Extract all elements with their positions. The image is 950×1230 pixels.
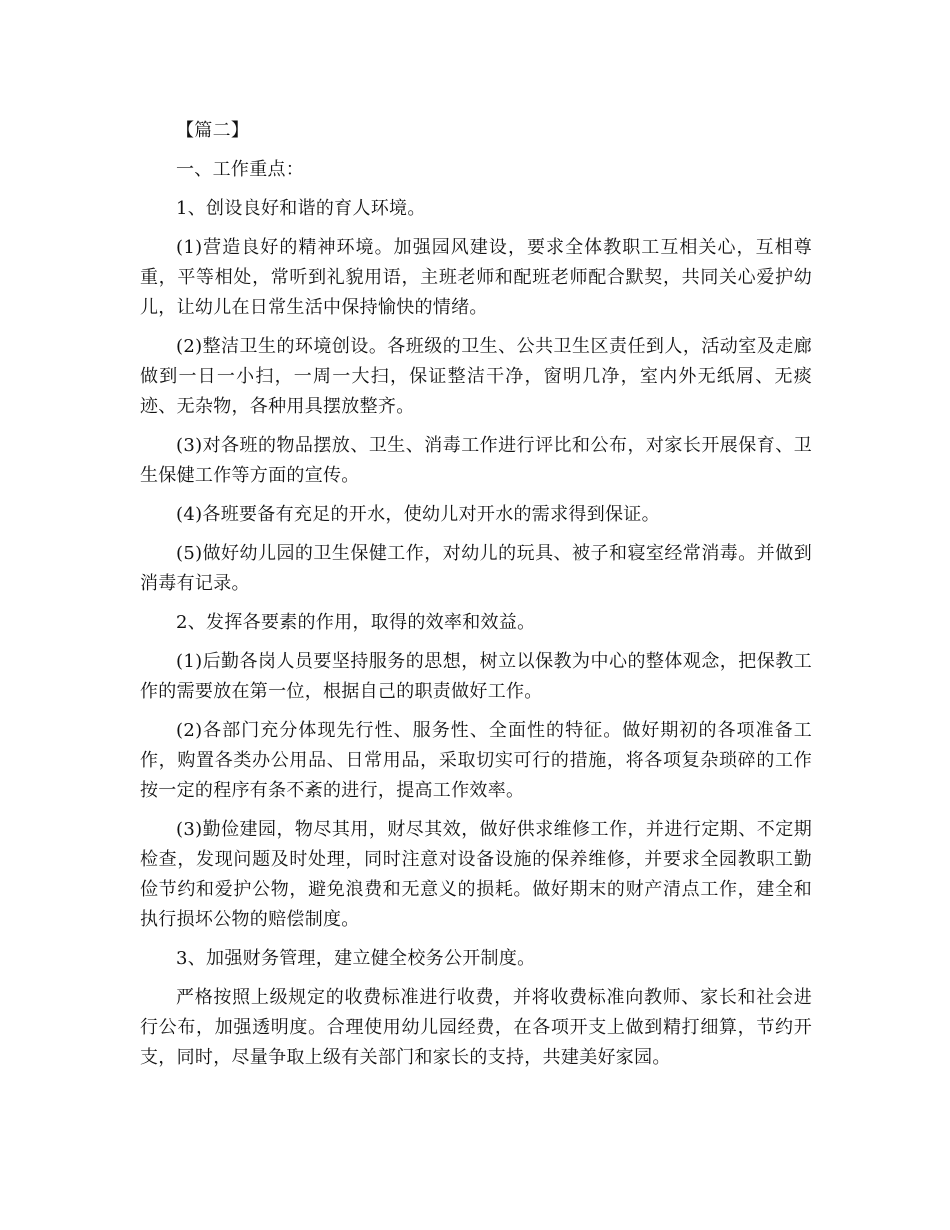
paragraph-3-1: 严格按照上级规定的收费标准进行收费，并将收费标准向教师、家长和社会进行公布，加强透明度。合理使用幼儿园经费，在各项开支上做到精打细算，节约开支，同时，尽量争取上级有关部门和家长的支持，共建美好家园。 [140, 987, 812, 1068]
paragraph-2-3: (3)勤俭建园，物尽其用，财尽其效，做好供求维修工作，并进行定期、不定期检查，发现问题及时处理，同时注意对设备设施的保养维修，并要求全园教职工勤俭节约和爱护公物，避免浪费和无意义的损耗。做好期末的财产清点工作，建全和执行损坏公物的赔偿制度。 [140, 819, 812, 930]
section-title: 【篇二】 [176, 120, 250, 141]
paragraph-2-1: (1)后勤各岗人员要坚持服务的思想，树立以保教为中心的整体观念，把保教工作的需要放在第一位，根据自己的职责做好工作。 [140, 651, 812, 702]
paragraph-1-1: (1)营造良好的精神环境。加强园风建设，要求全体教职工互相关心，互相尊重，平等相处，常听到礼貌用语，主班老师和配班老师配合默契，共同关心爱护幼儿，让幼儿在日常生活中保持愉快的情绪。 [140, 237, 812, 318]
heading-item-1: 1、创设良好和谐的育人环境。 [176, 198, 426, 219]
paragraph-1-3: (3)对各班的物品摆放、卫生、消毒工作进行评比和公布，对家长开展保育、卫生保健工作等方面的宣传。 [140, 435, 812, 486]
paragraph-2-2: (2)各部门充分体现先行性、服务性、全面性的特征。做好期初的各项准备工作，购置各类办公用品、日常用品，采取切实可行的措施，将各项复杂琐碎的工作按一定的程序有条不紊的进行，提高工作效率。 [140, 720, 812, 801]
document-body [140, 116, 812, 1082]
heading-item-3: 3、加强财务管理，建立健全校务公开制度。 [176, 948, 536, 969]
paragraph-1-2: (2)整洁卫生的环境创设。各班级的卫生、公共卫生区责任到人，活动室及走廊做到一日一小扫，一周一大扫，保证整洁干净，窗明几净，室内外无纸屑、无痰迹、无杂物，各种用具摆放整齐。 [140, 336, 812, 417]
heading-item-2: 2、发挥各要素的作用，取得的效率和效益。 [176, 612, 536, 633]
paragraph-1-5: (5)做好幼儿园的卫生保健工作，对幼儿的玩具、被子和寝室经常消毒。并做到消毒有记录。 [140, 543, 812, 594]
heading-work-focus: 一、工作重点： [176, 159, 305, 180]
paragraph-1-4: (4)各班要备有充足的开水，使幼儿对开水的需求得到保证。 [176, 504, 660, 525]
